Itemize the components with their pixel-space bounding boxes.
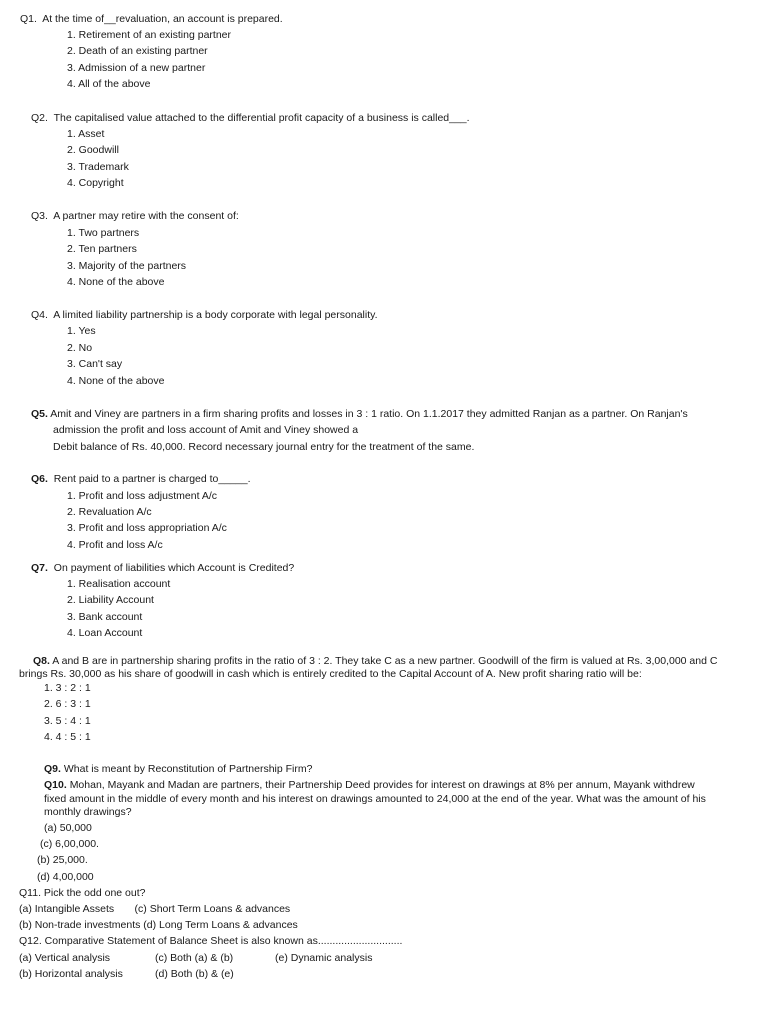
q2-option-3: 3. Trademark: [67, 161, 129, 173]
q9-label: Q9.: [44, 763, 61, 775]
q1-question: [20, 13, 283, 26]
q12-question: Q12. Comparative Statement of Balance Sheet is also known as.............................: [19, 935, 403, 947]
q10-label: Q10.: [44, 779, 67, 791]
q4-label: Q4.: [31, 309, 48, 321]
q11-options-row-2: (b) Non-trade investments (d) Long Term Loans & advances: [19, 919, 298, 931]
q8-option-4: 4. 4 : 5 : 1: [44, 731, 91, 743]
q6-option-1: 1. Profit and loss adjustment A/c: [67, 490, 217, 502]
q4-option-4: 4. None of the above: [67, 375, 165, 387]
q3-text: A partner may retire with the consent of:: [53, 210, 239, 222]
q7-option-1: 1. Realisation account: [67, 578, 171, 590]
q4-option-2: 2. No: [67, 342, 93, 354]
q10-option-b: (b) 25,000.: [37, 854, 88, 866]
q8-option-1: 1. 3 : 2 : 1: [44, 682, 91, 694]
q1-option-3: 3. Admission of a new partner: [67, 62, 206, 74]
q5-label: Q5.: [31, 408, 48, 420]
q9-text: What is meant by Reconstitution of Partnership Firm?: [63, 763, 313, 775]
q1-label: Q1.: [20, 13, 37, 25]
q9-question: [44, 763, 312, 776]
q3-option-2: 2. Ten partners: [67, 243, 137, 255]
q7-question: [31, 562, 294, 575]
q8-text-line-2: brings Rs. 30,000 as his share of goodwill in cash which is entirely credited to the Capital Account of A. New profit sharing ratio will be:: [19, 668, 642, 680]
q6-option-2: 2. Revaluation A/c: [67, 506, 152, 518]
q10-question-line-1: [44, 779, 695, 792]
q4-option-3: 3. Can't say: [67, 358, 123, 370]
q10-option-d: (d) 4,00,000: [37, 871, 94, 883]
q8-question-line-1: [33, 655, 717, 668]
q12-option-e: (e) Dynamic analysis: [275, 952, 373, 964]
q6-option-3: 3. Profit and loss appropriation A/c: [67, 522, 227, 534]
q10-option-c: (c) 6,00,000.: [40, 838, 99, 850]
q3-option-1: 1. Two partners: [67, 227, 140, 239]
q1-text: At the time of__revaluation, an account is prepared.: [42, 13, 283, 25]
q7-option-2: 2. Liability Account: [67, 594, 154, 606]
q10-text-line-3: monthly drawings?: [44, 806, 132, 818]
q8-option-3: 3. 5 : 4 : 1: [44, 715, 91, 727]
q6-text: Rent paid to a partner is charged to_____.: [53, 473, 251, 485]
q11-options-row-1: (a) Intangible Assets (c) Short Term Loans & advances: [19, 903, 291, 915]
q7-option-3: 3. Bank account: [67, 611, 143, 623]
q3-option-4: 4. None of the above: [67, 276, 165, 288]
q6-question: [31, 473, 251, 486]
q6-option-4: 4. Profit and loss A/c: [67, 539, 163, 551]
q2-label: Q2.: [31, 112, 48, 124]
q11-question: Q11. Pick the odd one out?: [19, 887, 146, 899]
q12-option-a: (a) Vertical analysis: [19, 952, 111, 964]
q5-text-line-1: Amit and Viney are partners in a firm sharing profits and losses in 3 : 1 ratio. On 1.1.2017 they admitted Ranjan as a partner. On Ranjan's: [50, 408, 688, 420]
q1-option-1: 1. Retirement of an existing partner: [67, 29, 232, 41]
q1-option-2: 2. Death of an existing partner: [67, 45, 208, 57]
q4-question: [31, 309, 378, 322]
q5-text-line-3: Debit balance of Rs. 40,000. Record necessary journal entry for the treatment of the same.: [53, 441, 475, 453]
q12-option-b: (b) Horizontal analysis: [19, 968, 123, 980]
q6-label: Q6.: [31, 473, 48, 485]
q2-text: The capitalised value attached to the differential profit capacity of a business is called___.: [53, 112, 470, 124]
q4-option-1: 1. Yes: [67, 325, 96, 337]
q1-option-4: 4. All of the above: [67, 78, 151, 90]
q8-text-line-1: A and B are in partnership sharing profits in the ratio of 3 : 2. They take C as a new partner. Goodwill of the firm is valued at Rs. 3,00,000 and C: [52, 655, 718, 667]
q10-text-line-2: fixed amount in the middle of every month and his interest on drawings amounted to 24,000 at the end of the year. What was the amount of his: [44, 793, 706, 805]
q8-option-2: 2. 6 : 3 : 1: [44, 698, 91, 710]
q2-question: [31, 112, 470, 125]
q3-question: [31, 210, 239, 223]
q12-option-d: (d) Both (b) & (e): [155, 968, 234, 980]
q5-question-line-1: [31, 408, 688, 421]
q7-text: On payment of liabilities which Account is Credited?: [53, 562, 295, 574]
q10-text-line-1: Mohan, Mayank and Madan are partners, their Partnership Deed provides for interest on drawings at 8% per annum, Mayank withdrew: [69, 779, 695, 791]
q5-text-line-2: admission the profit and loss account of Amit and Viney showed a: [53, 424, 359, 436]
q3-option-3: 3. Majority of the partners: [67, 260, 187, 272]
q2-option-2: 2. Goodwill: [67, 144, 119, 156]
q4-text: A limited liability partnership is a body corporate with legal personality.: [53, 309, 378, 321]
q10-option-a: (a) 50,000: [44, 822, 92, 834]
q7-label: Q7.: [31, 562, 48, 574]
q2-option-1: 1. Asset: [67, 128, 105, 140]
q2-option-4: 4. Copyright: [67, 177, 124, 189]
q12-option-c: (c) Both (a) & (b): [155, 952, 234, 964]
q8-label: Q8.: [33, 655, 50, 667]
q3-label: Q3.: [31, 210, 48, 222]
q7-option-4: 4. Loan Account: [67, 627, 143, 639]
